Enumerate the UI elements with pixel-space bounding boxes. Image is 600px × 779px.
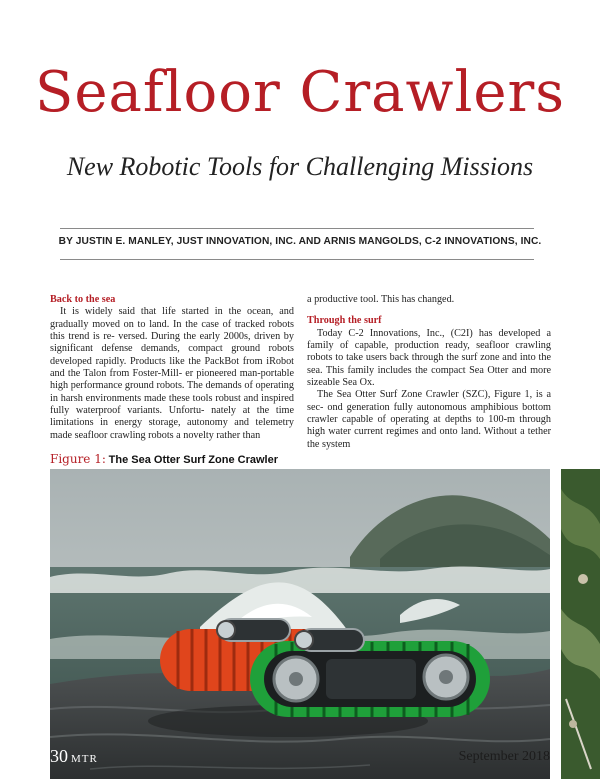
paragraph-continuation: a productive tool. This has changed.	[307, 294, 455, 305]
section-heading-through-the-surf: Through the surf	[307, 315, 382, 327]
publication-name: MTR	[71, 753, 98, 765]
left-column	[50, 294, 294, 442]
adjacent-page-photo	[561, 469, 600, 779]
green-crawler-robot	[250, 629, 490, 717]
paragraph: It is widely said that life started in the ocean, and gradually moved on to land. In the case of tracked robots this trend is re- versed. During the early 2000s, driven by significant defense demands, compact ground robots developed rapidly. Products like the PackBot from iRobot and the Talon from Foster-Mill- er pioneered man-portable high performance ground robots. The demands of operating in harsh environments made these tools robust and inspired fully waterproof variants. Unfortu- nately at the time limitations in energy storage, autonomy and telemetry made seafloor crawling robots a novelty rather than	[50, 306, 294, 441]
bottom-divider	[60, 259, 534, 260]
figure-title: The Sea Otter Surf Zone Crawler	[108, 454, 278, 466]
section-heading-back-to-the-sea: Back to the sea	[50, 294, 116, 305]
paragraph: Today C-2 Innovations, Inc., (C2I) has developed a family of capable, production ready, seafloor crawling robots to take users back through the surf zone and into the sea. This family includes the compact Sea Otter and more sizeable Sea Ox.	[307, 327, 551, 389]
top-divider	[60, 228, 534, 229]
byline: BY JUSTIN E. MANLEY, JUST INNOVATION, INC. AND ARNIS MANGOLDS, C-2 INNOVATIONS, INC.	[58, 236, 542, 247]
article-subtitle: New Robotic Tools for Challenging Missions	[66, 152, 534, 181]
article-title: Seafloor Crawlers	[34, 60, 566, 125]
figure-caption	[50, 452, 278, 466]
paragraph: The Sea Otter Surf Zone Crawler (SZC), Figure 1, is a sec- ond generation fully autonomous amphibious bottom crawler capable of operating at depths to 100-m through high water current regimes and onto land. Without a tether the system	[307, 389, 551, 450]
figure-photo	[50, 469, 550, 779]
figure-label: Figure 1:	[50, 452, 106, 466]
right-column	[307, 294, 551, 451]
page-number: 30 MTR	[50, 746, 98, 766]
issue-date: September 2018	[458, 749, 550, 764]
